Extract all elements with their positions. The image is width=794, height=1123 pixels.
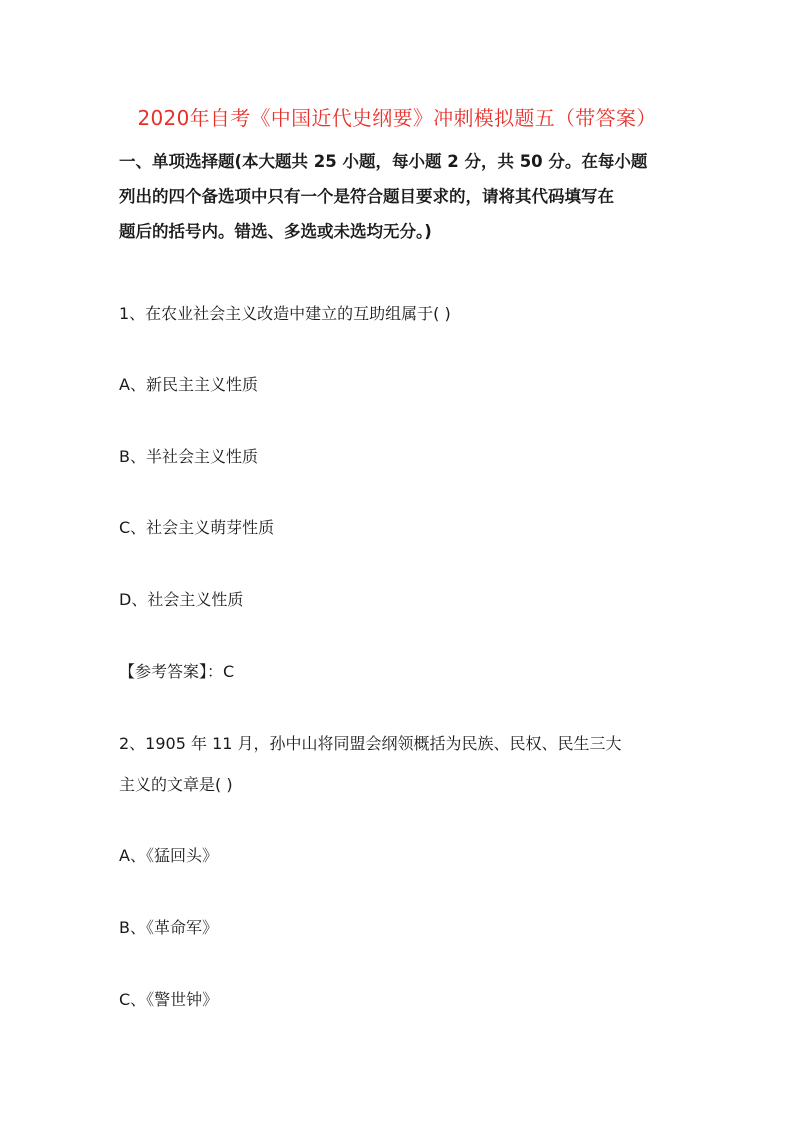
question-1-option-c: C、社会主义萌芽性质	[119, 518, 275, 537]
section-instructions	[119, 144, 679, 249]
question-1-stem: 1、在农业社会主义改造中建立的互助组属于( )	[119, 304, 451, 323]
document-title: 2020年自考《中国近代史纲要》冲刺模拟题五（带答案）	[137, 106, 657, 130]
question-2-option-a: A、《猛回头》	[119, 846, 218, 865]
question-2-stem-line-1: 2、1905 年 11 月，孙中山将同盟会纲领概括为民族、民权、民生三大	[119, 734, 622, 753]
question-2-option-c: C、《警世钟》	[119, 990, 219, 1009]
question-2-stem-line-2: 主义的文章是( )	[119, 775, 233, 794]
question-1-option-a: A、新民主主义性质	[119, 375, 258, 394]
question-1-option-b: B、半社会主义性质	[119, 447, 258, 466]
instruction-line: 题后的括号内。错选、多选或未选均无分。)	[119, 222, 432, 241]
question-2-option-b: B、《革命军》	[119, 918, 218, 937]
question-1-answer: 【参考答案】：C	[119, 662, 235, 681]
question-1-option-d: D、社会主义性质	[119, 590, 244, 609]
instruction-line: 一、单项选择题(本大题共 25 小题，每小题 2 分，共 50 分。在每小题	[119, 152, 648, 171]
instruction-line: 列出的四个备选项中只有一个是符合题目要求的，请将其代码填写在	[119, 187, 614, 206]
